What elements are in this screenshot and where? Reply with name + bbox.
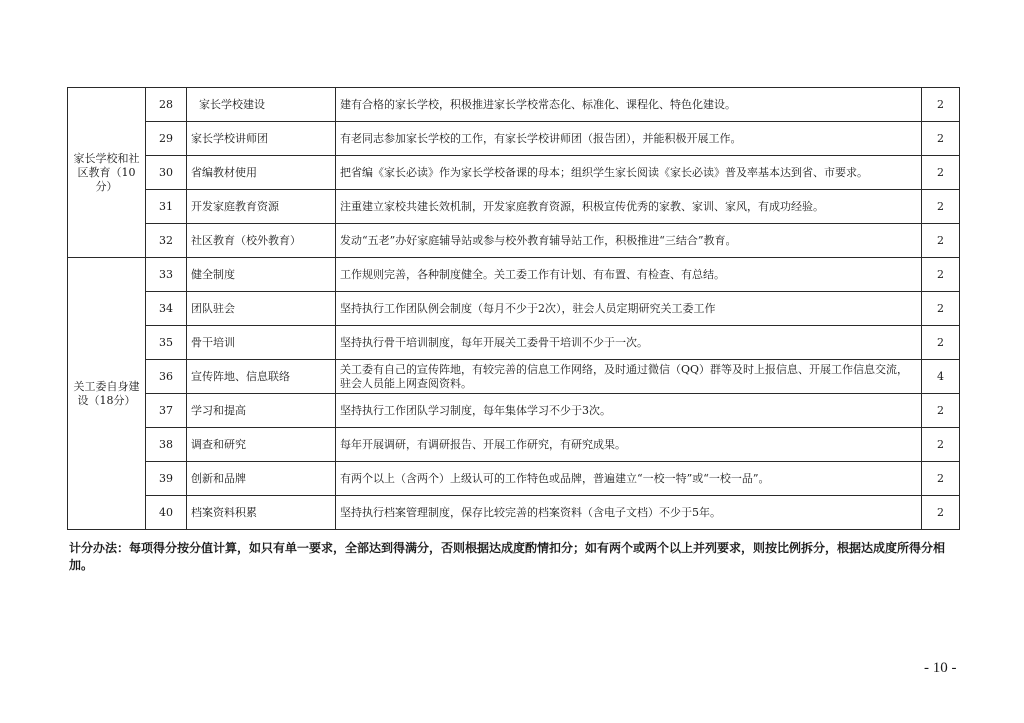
item-description: 坚持执行档案管理制度，保存比较完善的档案资料（含电子文档）不少于5年。 — [336, 496, 922, 530]
item-name: 健全制度 — [187, 258, 336, 292]
item-score: 2 — [922, 462, 960, 496]
table-row — [68, 156, 960, 190]
row-number: 29 — [146, 122, 187, 156]
item-description: 有老同志参加家长学校的工作，有家长学校讲师团（报告团），并能积极开展工作。 — [336, 122, 922, 156]
item-description: 坚持执行骨干培训制度，每年开展关工委骨干培训不少于一次。 — [336, 326, 922, 360]
row-number: 28 — [146, 88, 187, 122]
item-score: 2 — [922, 496, 960, 530]
table-row — [68, 496, 960, 530]
row-number: 40 — [146, 496, 187, 530]
row-number: 38 — [146, 428, 187, 462]
item-name: 开发家庭教育资源 — [187, 190, 336, 224]
row-number: 35 — [146, 326, 187, 360]
row-number: 31 — [146, 190, 187, 224]
item-name: 家长学校讲师团 — [187, 122, 336, 156]
scoring-method-note: 计分办法：每项得分按分值计算，如只有单一要求，全部达到得满分，否则根据达成度酌情扣分；如有两个或两个以上并列要求，则按比例拆分，根据达成度所得分相加。 — [69, 541, 946, 572]
row-number: 37 — [146, 394, 187, 428]
item-name: 省编教材使用 — [187, 156, 336, 190]
item-score: 2 — [922, 88, 960, 122]
category-cell-committee: 关工委自身建设（18分） — [68, 258, 146, 530]
table-row — [68, 394, 960, 428]
table-row — [68, 292, 960, 326]
item-name: 创新和品牌 — [187, 462, 336, 496]
table-row — [68, 360, 960, 394]
item-score: 2 — [922, 122, 960, 156]
table-row — [68, 326, 960, 360]
table-row — [68, 428, 960, 462]
item-name: 调查和研究 — [187, 428, 336, 462]
row-number: 33 — [146, 258, 187, 292]
item-name: 学习和提高 — [187, 394, 336, 428]
item-description: 把省编《家长必读》作为家长学校备课的母本；组织学生家长阅读《家长必读》普及率基本达到省、市要求。 — [336, 156, 922, 190]
row-number: 34 — [146, 292, 187, 326]
table-row — [68, 190, 960, 224]
item-name: 社区教育（校外教育） — [187, 224, 336, 258]
item-score: 2 — [922, 394, 960, 428]
category-cell-family: 家长学校和社区教育（10分） — [68, 88, 146, 258]
table-row — [68, 462, 960, 496]
item-score: 2 — [922, 292, 960, 326]
row-number: 30 — [146, 156, 187, 190]
item-score: 2 — [922, 156, 960, 190]
table-row — [68, 258, 960, 292]
row-number: 39 — [146, 462, 187, 496]
item-name: 家长学校建设 — [187, 88, 336, 122]
item-score: 2 — [922, 224, 960, 258]
table-row — [68, 88, 960, 122]
page-number: - 10 - — [924, 660, 957, 676]
item-name: 宣传阵地、信息联络 — [187, 360, 336, 394]
item-score: 4 — [922, 360, 960, 394]
scoring-table — [67, 87, 960, 530]
item-description: 发动“五老”办好家庭辅导站或参与校外教育辅导站工作，积极推进“三结合”教育。 — [336, 224, 922, 258]
scoring-table-body — [68, 88, 960, 530]
item-description: 坚持执行工作团队例会制度（每月不少于2次），驻会人员定期研究关工委工作 — [336, 292, 922, 326]
item-name: 团队驻会 — [187, 292, 336, 326]
row-number: 36 — [146, 360, 187, 394]
item-name: 骨干培训 — [187, 326, 336, 360]
item-description: 有两个以上（含两个）上级认可的工作特色或品牌，普遍建立“一校一特”或“一校一品”。 — [336, 462, 922, 496]
table-row — [68, 122, 960, 156]
item-score: 2 — [922, 326, 960, 360]
table-row — [68, 224, 960, 258]
item-description: 关工委有自己的宣传阵地，有较完善的信息工作网络，及时通过微信（QQ）群等及时上报信息、开展工作信息交流，驻会人员能上网查阅资料。 — [336, 360, 922, 394]
item-score: 2 — [922, 428, 960, 462]
item-name: 档案资料积累 — [187, 496, 336, 530]
item-score: 2 — [922, 190, 960, 224]
item-description: 坚持执行工作团队学习制度，每年集体学习不少于3次。 — [336, 394, 922, 428]
item-description: 注重建立家校共建长效机制，开发家庭教育资源，积极宣传优秀的家教、家训、家风，有成功经验。 — [336, 190, 922, 224]
item-description: 每年开展调研，有调研报告、开展工作研究，有研究成果。 — [336, 428, 922, 462]
row-number: 32 — [146, 224, 187, 258]
item-description: 建有合格的家长学校，积极推进家长学校常态化、标准化、课程化、特色化建设。 — [336, 88, 922, 122]
item-description: 工作规则完善，各种制度健全。关工委工作有计划、有布置、有检查、有总结。 — [336, 258, 922, 292]
item-score: 2 — [922, 258, 960, 292]
